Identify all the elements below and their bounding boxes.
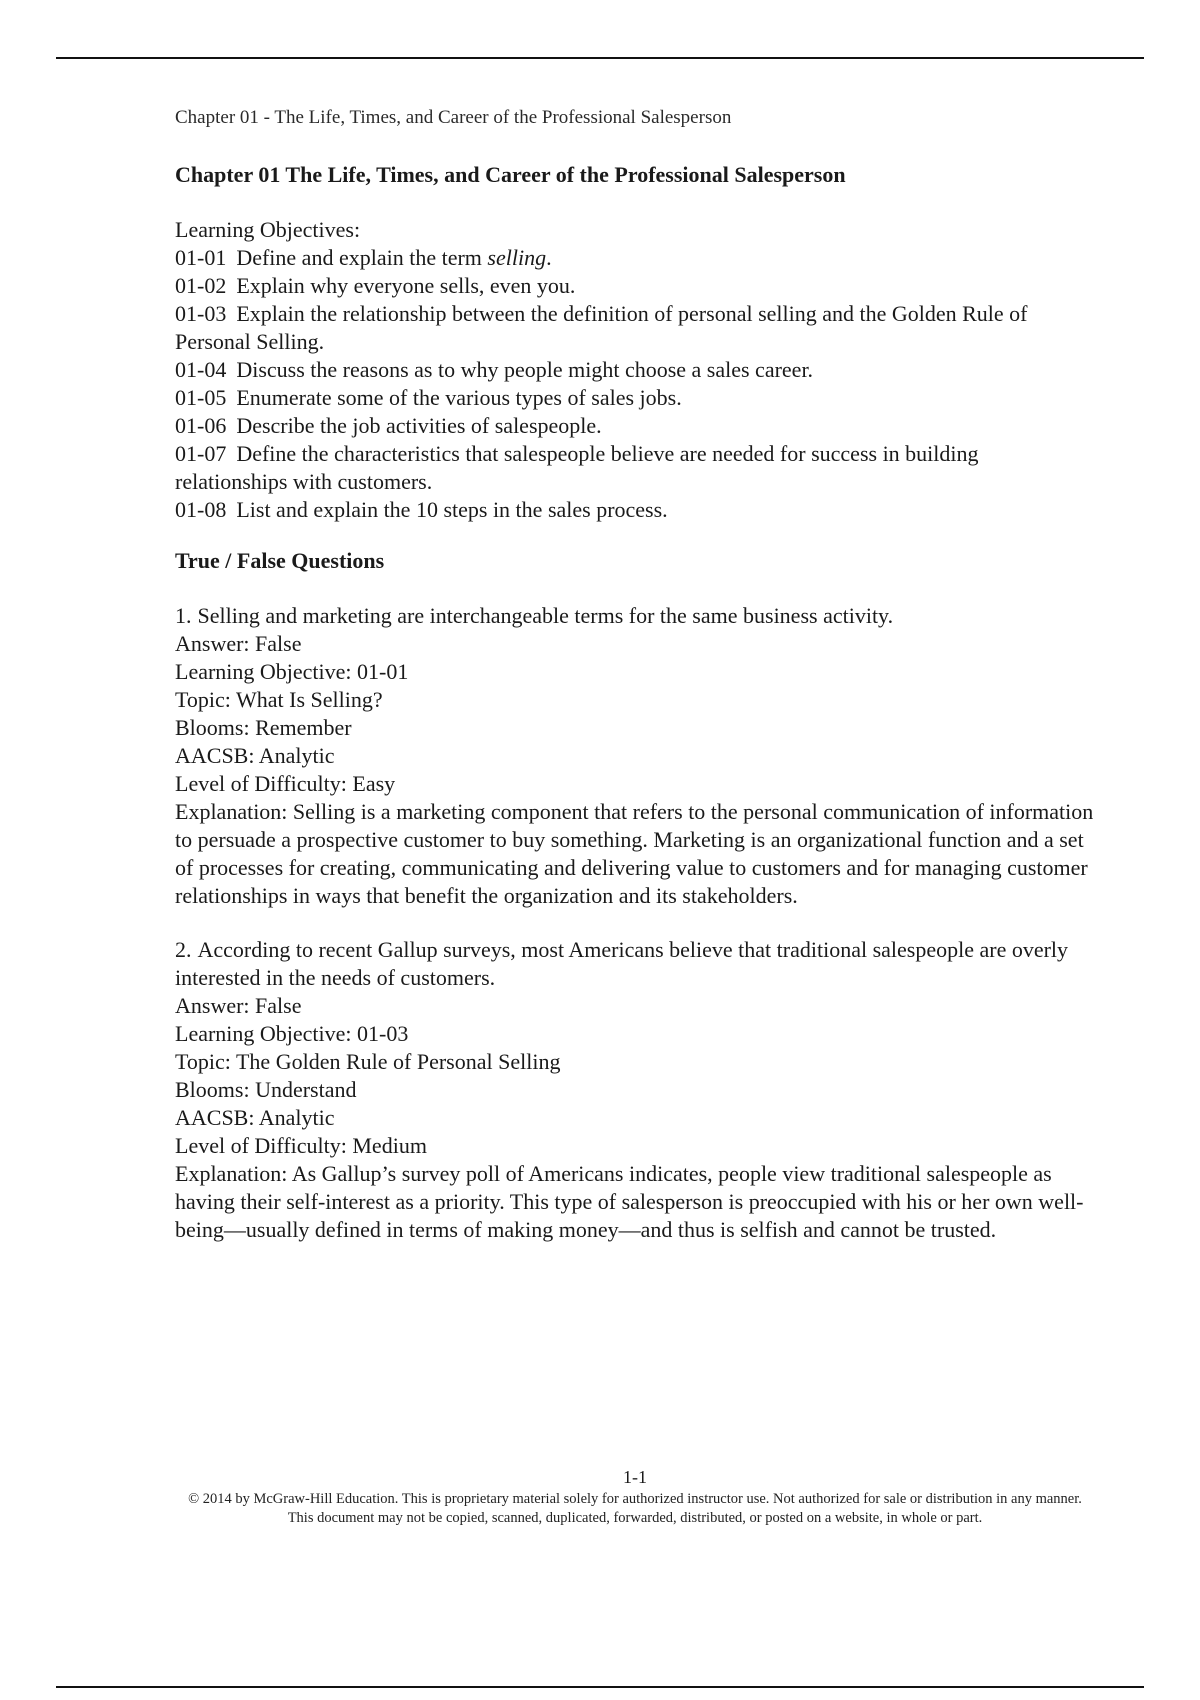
learning-objective-item xyxy=(175,356,1095,384)
question-topic: Topic: The Golden Rule of Personal Selling xyxy=(175,1049,561,1074)
question-number: 1. xyxy=(175,603,192,628)
page-footer xyxy=(175,1464,1095,1528)
bottom-rule xyxy=(56,1686,1144,1688)
objective-code: 01-06 xyxy=(175,413,227,438)
question-2 xyxy=(175,936,1095,1244)
objective-text: Define and explain the term xyxy=(236,245,488,270)
learning-objective-item xyxy=(175,272,1095,300)
objective-text: Explain the relationship between the definition of personal selling and the Golden Rule of Personal Selling. xyxy=(175,301,1028,354)
page-number: 1-1 xyxy=(623,1467,647,1487)
question-explanation: Explanation: As Gallup’s survey poll of Americans indicates, people view traditional salespeople as having their self-interest as a priority. This type of salesperson is preoccupied with his or her own well-being—usually defined in terms of making money—and thus is selfish and cannot be trusted. xyxy=(175,1161,1084,1242)
question-learning-objective: Learning Objective: 01-03 xyxy=(175,1021,409,1046)
objective-code: 01-04 xyxy=(175,357,227,382)
question-1 xyxy=(175,602,1095,910)
question-learning-objective: Learning Objective: 01-01 xyxy=(175,659,409,684)
learning-objective-item xyxy=(175,496,1095,524)
question-blooms: Blooms: Understand xyxy=(175,1077,357,1102)
question-topic: Topic: What Is Selling? xyxy=(175,687,383,712)
question-blooms: Blooms: Remember xyxy=(175,715,352,740)
learning-objective-item xyxy=(175,440,1095,496)
objective-code: 01-03 xyxy=(175,301,227,326)
learning-objectives xyxy=(175,216,1095,524)
objective-text-end: . xyxy=(546,245,552,270)
objective-text: Explain why everyone sells, even you. xyxy=(236,273,576,298)
objective-text: Define the characteristics that salespeople believe are needed for success in building relationships with customers. xyxy=(175,441,979,494)
objective-code: 01-07 xyxy=(175,441,227,466)
objective-code: 01-01 xyxy=(175,245,227,270)
learning-objectives-heading: Learning Objectives: xyxy=(175,217,361,242)
learning-objective-item xyxy=(175,384,1095,412)
objective-text: Enumerate some of the various types of sales jobs. xyxy=(236,385,682,410)
running-header: Chapter 01 - The Life, Times, and Career of the Professional Salesperson xyxy=(175,107,732,128)
question-answer: Answer: False xyxy=(175,993,302,1018)
question-difficulty: Level of Difficulty: Easy xyxy=(175,771,396,796)
question-text: Selling and marketing are interchangeable terms for the same business activity. xyxy=(197,603,894,628)
question-difficulty: Level of Difficulty: Medium xyxy=(175,1133,427,1158)
objective-emphasis: selling xyxy=(487,245,547,270)
question-number: 2. xyxy=(175,937,192,962)
top-rule xyxy=(56,57,1144,59)
question-aacsb: AACSB: Analytic xyxy=(175,1105,335,1130)
question-explanation: Explanation: Selling is a marketing component that refers to the personal communication of information to persuade a prospective customer to buy something. Marketing is an organizational function and a set of processes for creating, communicating and delivering value to customers and for managing customer relationships in ways that benefit the organization and its stakeholders. xyxy=(175,799,1094,908)
objective-code: 01-08 xyxy=(175,497,227,522)
objective-code: 01-02 xyxy=(175,273,227,298)
question-aacsb: AACSB: Analytic xyxy=(175,743,335,768)
learning-objective-item xyxy=(175,244,1095,272)
question-answer: Answer: False xyxy=(175,631,302,656)
chapter-title: Chapter 01 The Life, Times, and Career of the Professional Salesperson xyxy=(175,162,846,187)
objective-text: List and explain the 10 steps in the sales process. xyxy=(236,497,668,522)
learning-objective-item xyxy=(175,412,1095,440)
copyright-notice: © 2014 by McGraw-Hill Education. This is proprietary material solely for authorized instructor use. Not authorized for sale or distribution in any manner. This document may not be copied, scanned, duplicated, forwarded, distributed, or posted on a website, in whole or part. xyxy=(188,1491,1082,1526)
objective-code: 01-05 xyxy=(175,385,227,410)
question-stem xyxy=(175,936,1095,992)
objective-text: Discuss the reasons as to why people might choose a sales career. xyxy=(236,357,814,382)
objective-text: Describe the job activities of salespeople. xyxy=(236,413,602,438)
question-text: According to recent Gallup surveys, most Americans believe that traditional salespeople are overly interested in the needs of customers. xyxy=(175,937,1069,990)
true-false-heading: True / False Questions xyxy=(175,548,385,573)
page-content xyxy=(175,104,1095,1244)
learning-objective-item xyxy=(175,300,1095,356)
question-stem xyxy=(175,602,1095,630)
